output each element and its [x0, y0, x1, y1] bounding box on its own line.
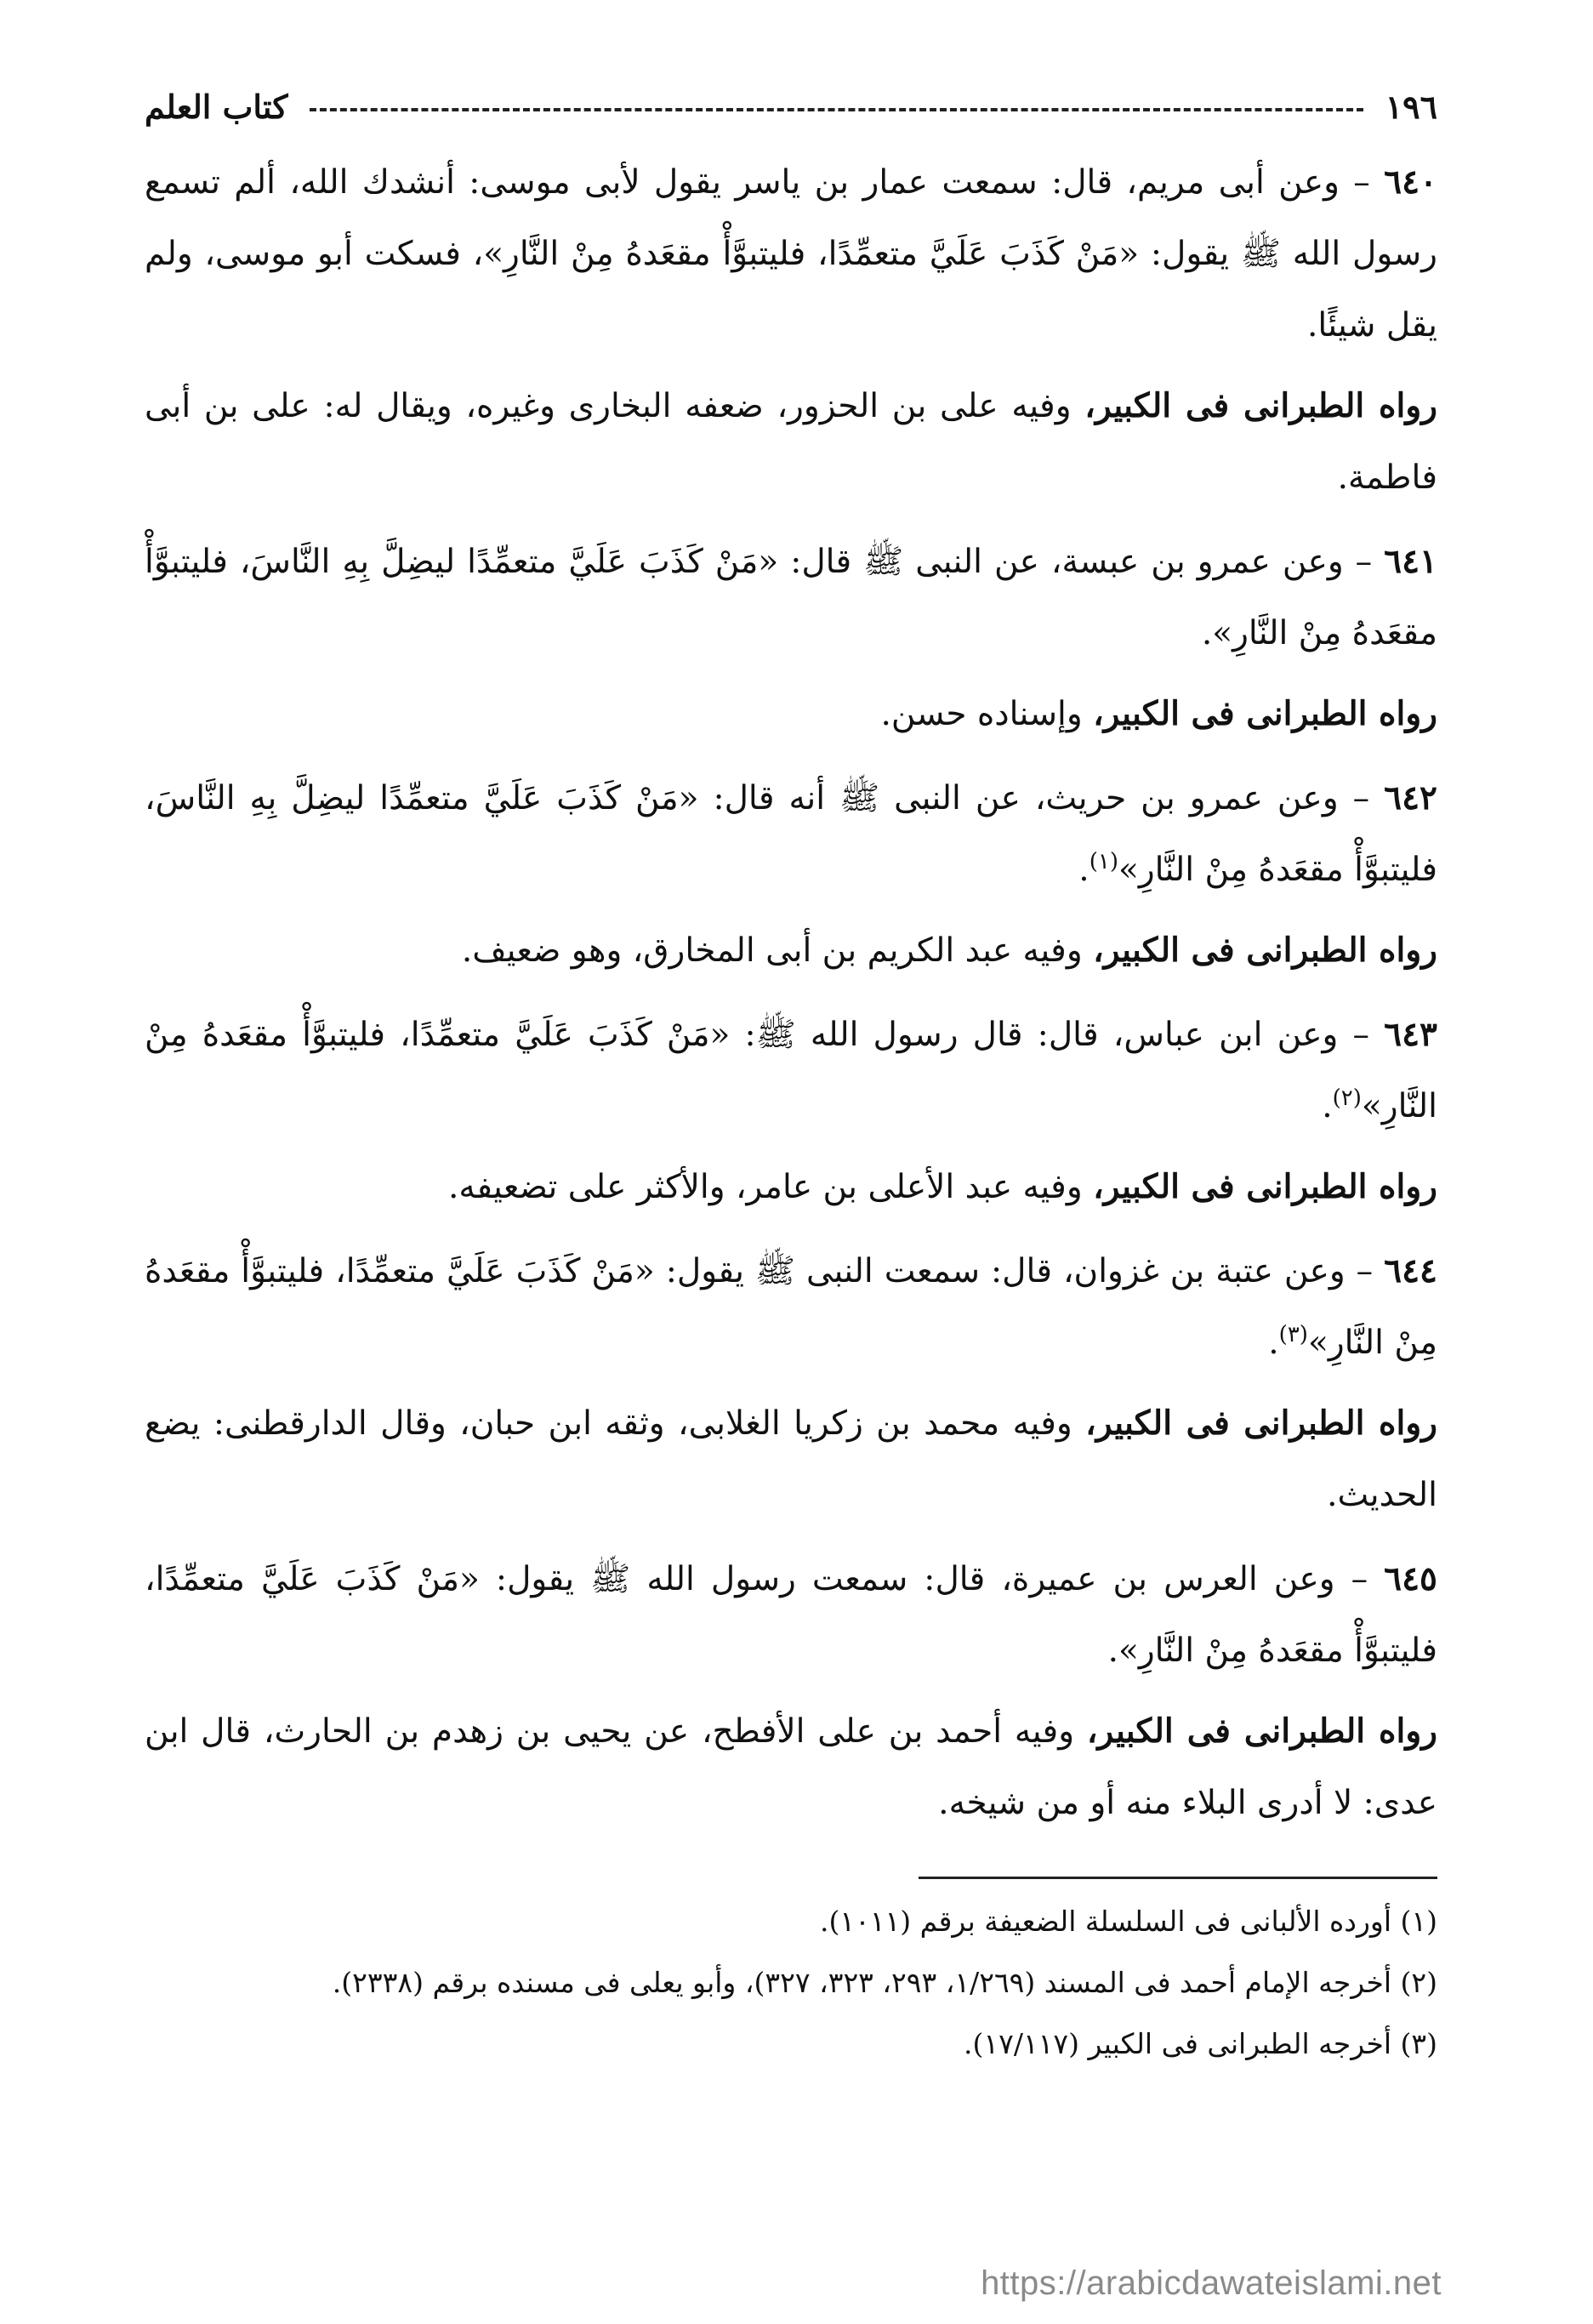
- reference-source: رواه الطبرانى فى الكبير،: [1085, 1404, 1437, 1443]
- footnote-marker[interactable]: (١): [1089, 849, 1118, 874]
- hadith-number: ٦٤٢: [1384, 778, 1437, 817]
- hadith-number: ٦٤٠: [1384, 162, 1437, 202]
- footnote: (٣) أخرجه الطبرانى فى الكبير (١٧/١١٧).: [964, 2027, 1437, 2060]
- main-text: [145, 146, 1437, 1839]
- reference-text: وفيه عبد الكريم بن أبى المخارق، وهو ضعيف.: [461, 931, 1083, 970]
- reference-source: رواه الطبرانى فى الكبير،: [1084, 386, 1437, 425]
- hadith-entry: ٦٤٣ – وعن ابن عباس، قال: قال رسول الله ﷺ: «مَنْ كَذَبَ عَلَيَّ متعمِّدًا، فليتبوَّأْ مقعَدهُ مِنْ النَّارِ»$^{(٢)}$.: [145, 1015, 1437, 1125]
- reference-text: وإسناده حسن.: [880, 695, 1083, 733]
- hadith-reference: [145, 1695, 1437, 1839]
- hadith-text: – وعن أبى مريم، قال: سمعت عمار بن ياسر يقول لأبى موسى: أنشدك الله، ألم تسمع رسول الله ﷺ يقول: «مَنْ كَذَبَ عَلَيَّ متعمِّدًا، فليتبوَّأْ مقعَدهُ مِنْ النَّارِ»، فسكت أبو موسى، ولم يقل شيئًا.: [145, 163, 1437, 345]
- footnote: (٢) أخرجه الإمام أحمد فى المسند (١/٢٦٩، ٢٩٣، ٣٢٣، ٣٢٧)، وأبو يعلى فى مسنده برقم (٢٣٣٨).: [332, 1966, 1437, 1999]
- reference-source: رواه الطبرانى فى الكبير،: [1093, 931, 1437, 970]
- page: [145, 77, 1437, 2078]
- hadith-entry: ٦٤٢ – وعن عمرو بن حريث، عن النبى ﷺ أنه قال: «مَنْ كَذَبَ عَلَيَّ متعمِّدًا ليضِلَّ بِهِ النَّاسَ، فليتبوَّأْ مقعَدهُ مِنْ النَّارِ»$^{(١)}$.: [145, 778, 1437, 889]
- footnotes: [145, 1894, 1437, 2071]
- reference-text: وفيه محمد بن زكريا الغلابى، وثقه ابن حبان، وقال الدارقطنى: يضع الحديث.: [145, 1404, 1437, 1514]
- footnote-marker[interactable]: (٣): [1278, 1322, 1308, 1347]
- hadith-text: – وعن عمرو بن حريث، عن النبى ﷺ أنه قال: «مَنْ كَذَبَ عَلَيَّ متعمِّدًا ليضِلَّ بِهِ النَّاسَ، فليتبوَّأْ مقعَدهُ مِنْ النَّارِ»: [145, 779, 1437, 889]
- reference-text: وفيه أحمد بن على الأفطح، عن يحيى بن زهدم بن الحارث، قال ابن عدى: لا أدرى البلاء منه أو من شيخه.: [145, 1712, 1437, 1822]
- reference-source: رواه الطبرانى فى الكبير،: [1086, 1712, 1437, 1751]
- hadith-reference: [145, 678, 1437, 750]
- footnote-separator: [919, 1877, 1437, 1879]
- header-rule: [310, 108, 1363, 111]
- hadith-text: – وعن ابن عباس، قال: قال رسول الله ﷺ: «مَنْ كَذَبَ عَلَيَّ متعمِّدًا، فليتبوَّأْ مقعَدهُ مِنْ النَّارِ»: [145, 1016, 1437, 1125]
- hadith-entry: [145, 526, 1437, 669]
- hadith-entry: [145, 146, 1437, 362]
- hadith-reference: [145, 914, 1437, 987]
- hadith-entry: [145, 1543, 1437, 1687]
- hadith-reference: [145, 1151, 1437, 1223]
- hadith-entry: ٦٤٤ – وعن عتبة بن غزوان، قال: سمعت النبى ﷺ يقول: «مَنْ كَذَبَ عَلَيَّ متعمِّدًا، فليتبوَّأْ مقعَدهُ مِنْ النَّارِ»$^{(٣)}$.: [145, 1251, 1437, 1362]
- hadith-text: – وعن العرس بن عميرة، قال: سمعت رسول الله ﷺ يقول: «مَنْ كَذَبَ عَلَيَّ متعمِّدًا، فليتبوَّأْ مقعَدهُ مِنْ النَّارِ».: [145, 1560, 1437, 1670]
- hadith-number: ٦٤٤: [1384, 1251, 1437, 1290]
- hadith-reference: [145, 370, 1437, 514]
- watermark-url: https://arabicdawateislami.net: [981, 2264, 1442, 2302]
- hadith-number: ٦٤٥: [1384, 1559, 1437, 1598]
- reference-source: رواه الطبرانى فى الكبير،: [1093, 694, 1437, 733]
- reference-text: وفيه عبد الأعلى بن عامر، والأكثر على تضعيفه.: [448, 1168, 1083, 1206]
- hadith-number: ٦٤٣: [1384, 1015, 1437, 1054]
- footnote-marker[interactable]: (٢): [1332, 1085, 1362, 1111]
- hadith-number: ٦٤١: [1384, 542, 1437, 581]
- reference-source: رواه الطبرانى فى الكبير،: [1093, 1167, 1437, 1206]
- hadith-text: – وعن عتبة بن غزوان، قال: سمعت النبى ﷺ يقول: «مَنْ كَذَبَ عَلَيَّ متعمِّدًا، فليتبوَّأْ مقعَدهُ مِنْ النَّارِ»: [145, 1252, 1437, 1362]
- reference-text: وفيه على بن الحزور، ضعفه البخارى وغيره، ويقال له: على بن أبى فاطمة.: [145, 387, 1437, 497]
- hadith-reference: [145, 1387, 1437, 1531]
- page-number: ١٩٦: [1385, 87, 1437, 126]
- footnote: (١) أورده الألبانى فى السلسلة الضعيفة برقم (١٠١١).: [820, 1905, 1437, 1938]
- book-title: كتاب العلم: [145, 87, 288, 126]
- hadith-text: – وعن عمرو بن عبسة، عن النبى ﷺ قال: «مَنْ كَذَبَ عَلَيَّ متعمِّدًا ليضِلَّ بِهِ النَّاسَ، فليتبوَّأْ مقعَدهُ مِنْ النَّارِ».: [145, 543, 1437, 652]
- page-header: [145, 77, 1437, 136]
